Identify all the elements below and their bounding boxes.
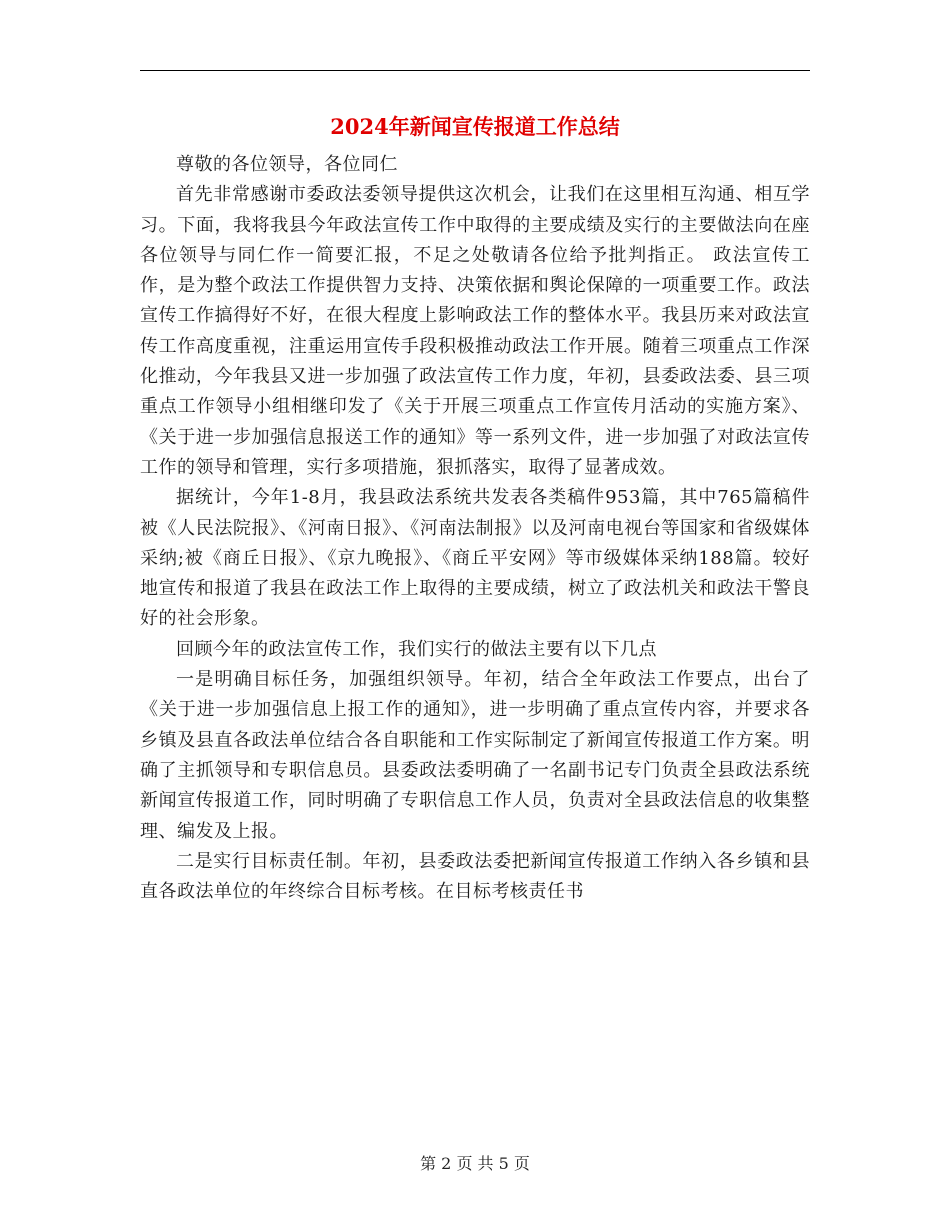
paragraph-point-two: 二是实行目标责任制。年初，县委政法委把新闻宣传报道工作纳入各乡镇和县直各政法单位的年终综合目标考核。在目标考核责任书 — [140, 850, 810, 903]
document-title: 2024年新闻宣传报道工作总结 — [330, 114, 620, 139]
page-number-footer: 第 2 页 共 5 页 — [420, 1154, 530, 1173]
paragraph-point-one: 一是明确目标任务，加强组织领导。年初，结合全年政法工作要点，出台了《关于进一步加强信息上报工作的通知》，进一步明确了重点宣传内容，并要求各乡镇及县直各政法单位结合各自职能和工作实际制定了新闻宣传报道工作方案。明确了主抓领导和专职信息员。县委政法委明确了一名副书记专门负责全县政法系统新闻宣传报道工作，同时明确了专职信息工作人员，负责对全县政法信息的收集整理、编发及上报。 — [140, 669, 810, 842]
paragraph-statistics: 据统计，今年1-8月，我县政法系统共发表各类稿件953篇，其中765篇稿件被《人民法院报》、《河南日报》、《河南法制报》以及河南电视台等国家和省级媒体采纳;被《商丘日报》、《京九晚报》、《商丘平安网》等市级媒体采纳188篇。较好地宣传和报道了我县在政法工作上取得的主要成绩，树立了政法机关和政法干警良好的社会形象。 — [140, 487, 810, 630]
header-rule — [140, 70, 810, 71]
paragraph-introduction: 首先非常感谢市委政法委领导提供这次机会，让我们在这里相互沟通、相互学习。下面，我将我县今年政法宣传工作中取得的主要成绩及实行的主要做法向在座各位领导与同仁作一简要汇报，不足之处敬请各位给予批判指正。 政法宣传工作，是为整个政法工作提供智力支持、决策依据和舆论保障的一项重要工作。政法宣传工作搞得好不好，在很大程度上影响政法工作的整体水平。我县历来对政法宣传工作高度重视，注重运用宣传手段积极推动政法工作开展。随着三项重点工作深化推动，今年我县又进一步加强了政法宣传工作力度，年初，县委政法委、县三项重点工作领导小组相继印发了《关于开展三项重点工作宣传月活动的实施方案》、《关于进一步加强信息报送工作的通知》等一系列文件，进一步加强了对政法宣传工作的领导和管理，实行多项措施，狠抓落实，取得了显著成效。 — [140, 184, 810, 478]
paragraph-salutation: 尊敬的各位领导，各位同仁 — [176, 154, 398, 175]
document-body — [140, 150, 810, 907]
paragraph-review-intro: 回顾今年的政法宣传工作，我们实行的做法主要有以下几点 — [176, 638, 657, 660]
